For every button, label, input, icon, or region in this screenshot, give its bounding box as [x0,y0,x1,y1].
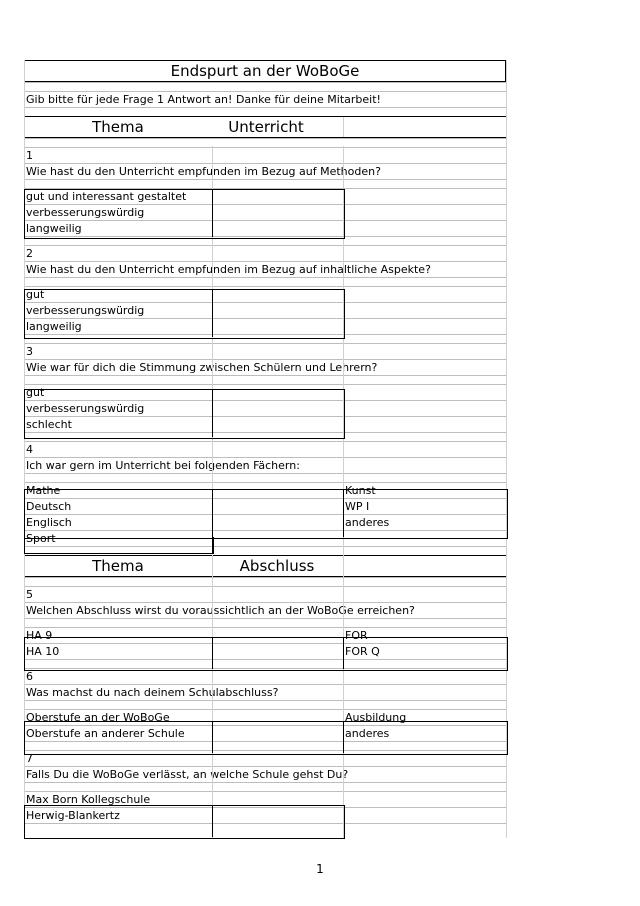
question-number: 5 [24,586,506,602]
answer-option[interactable]: gut und interessant gestaltet [24,188,506,204]
intro-text: Gib bitte für jede Frage 1 Antwort an! Danke für deine Mitarbeit! [26,93,381,106]
page-title: Endspurt an der WoBoGe [170,62,360,80]
section-value: Unterricht [228,118,304,136]
answer-option[interactable]: gut [24,384,506,400]
question-text: Welchen Abschluss wirst du voraussichtlich an der WoBoGe erreichen? [24,602,506,618]
question-text: Was machst du nach deinem Schulabschluss? [24,684,506,700]
answer-option[interactable]: Oberstufe an anderer Schule anderes [24,725,506,741]
answer-option[interactable]: schlecht [24,416,506,432]
question-text: Wie war für dich die Stimmung zwischen Schülern und Lehrern? [24,359,506,375]
answer-option[interactable]: Oberstufe an der WoBoGe Ausbildung [24,709,506,725]
section-label: Thema [92,557,144,575]
answer-option[interactable]: langweilig [24,318,506,334]
question-number: 7 [24,750,506,766]
answer-option[interactable]: Herwig-Blankertz [24,807,506,824]
section-value: Abschluss [239,557,315,575]
answer-option[interactable]: verbesserungswürdig [24,302,506,318]
section-label: Thema [92,118,144,136]
question-text: Wie hast du den Unterricht empfunden im Bezug auf Methoden? [24,163,506,179]
answer-option[interactable]: verbesserungswürdig [24,400,506,416]
answer-option[interactable]: gut [24,286,506,302]
question-text: Wie hast du den Unterricht empfunden im Bezug auf inhaltliche Aspekte? [24,261,506,277]
answer-option[interactable]: Mathe Kunst [24,482,506,498]
question-text: Ich war gern im Unterricht bei folgenden Fächern: [24,457,506,473]
survey-sheet [24,60,506,824]
question-number: 2 [24,245,506,261]
answer-option[interactable]: Max Born Kollegschule [24,791,506,807]
question-number: 6 [24,668,506,684]
question-number: 4 [24,441,506,457]
question-text: Falls Du die WoBoGe verlässt, an welche Schule gehst Du? [24,766,506,782]
answer-option[interactable]: langweilig [24,220,506,236]
page-number: 1 [316,862,324,876]
question-number: 1 [24,147,506,163]
intro-row [24,91,506,107]
answer-option[interactable]: Englisch anderes [24,514,506,530]
section-header-unterricht [24,116,506,138]
title-row [24,60,506,82]
answer-option[interactable]: HA 10 FOR Q [24,643,506,659]
answer-option[interactable]: HA 9 FOR [24,627,506,643]
answer-option[interactable]: Sport [24,530,506,546]
answer-option[interactable]: verbesserungswürdig [24,204,506,220]
answer-option[interactable]: Deutsch WP I [24,498,506,514]
question-number: 3 [24,343,506,359]
section-header-abschluss [24,555,506,577]
